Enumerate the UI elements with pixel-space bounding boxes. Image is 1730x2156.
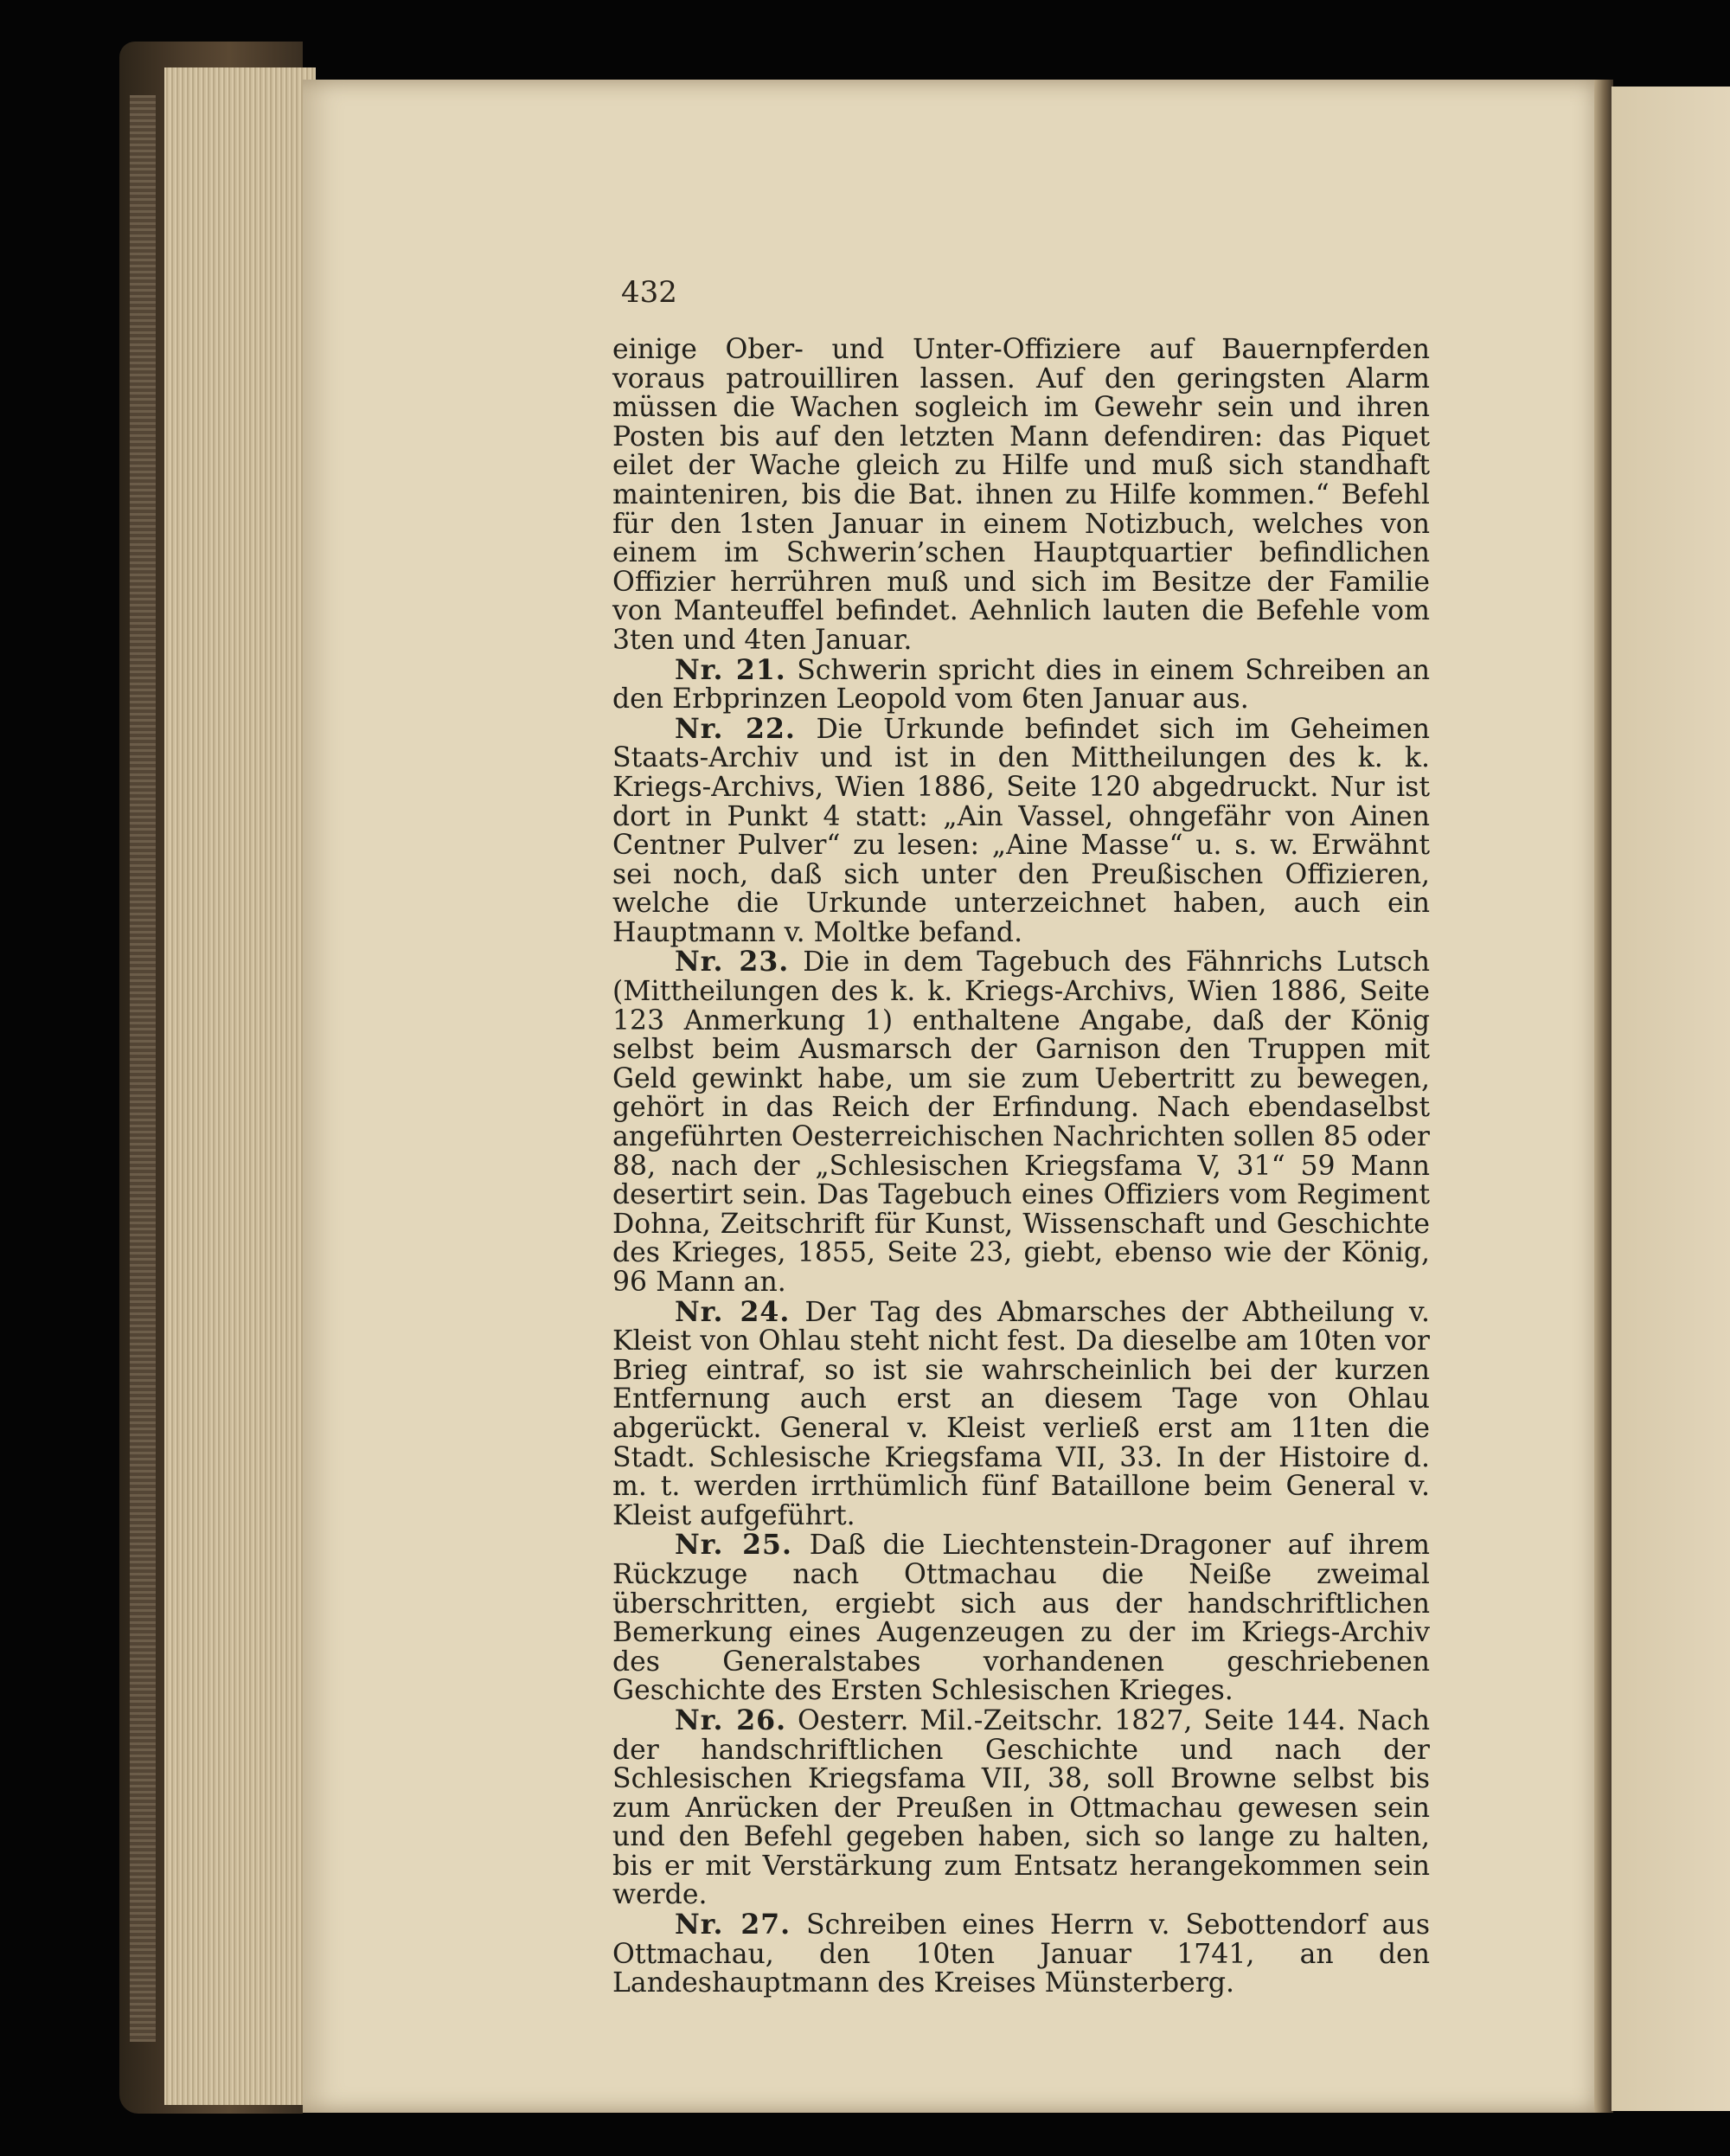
paragraph [612, 336, 1430, 656]
paragraph-text: einige Ober- und Unter-Offiziere auf Bauernpferden voraus patrouilliren lassen. Auf den geringsten Alarm müssen die Wachen sogleich im Gewehr sein und ihren Posten bis auf den letzten Mann defendiren: das Piquet eilet der Wache gleich zu Hilfe und muß sich standhaft mainteniren, bis die Bat. ihnen zu Hilfe kommen.“ Befehl für den 1sten Januar in einem Notizbuch, welches von einem im Schwerin’schen Hauptquartier befindlichen Offizier herrühren muß und sich im Besitze der Familie von Manteuffel befindet. Aehnlich lauten die Befehle vom 3ten und 4ten Januar. [612, 334, 1430, 656]
note-number: Nr. 22. [675, 712, 796, 745]
note-text: Oesterr. Mil.-Zeitschr. 1827, Seite 144. Nach der handschriftlichen Geschichte und nach der Schlesischen Kriegsfama VII, 38, soll Browne selbst bis zum Anrücken der Preußen in Ottmachau gewesen sein und den Befehl gegeben haben, sich so lange zu halten, bis er mit Verstärkung zum Entsatz herangekommen sein werde. [612, 1704, 1431, 1911]
note-text: Schwerin spricht dies in einem Schreiben an den Erbprinzen Leopold vom 6ten Januar aus. [612, 654, 1431, 715]
note-text: Schreiben eines Herrn v. Sebottendorf aus Ottmachau, den 10ten Januar 1741, an den Landeshauptmann des Kreises Münsterberg. [612, 1909, 1430, 1999]
book-gutter [1594, 80, 1613, 2113]
note-paragraph [612, 1910, 1430, 1999]
note-paragraph [612, 947, 1430, 1297]
note-text: Die in dem Tagebuch des Fähnrichs Lutsch (Mittheilungen des k. k. Kriegs-Archivs, Wien 1886, Seite 123 Anmerkung 1) enthaltene Angabe, daß der König selbst beim Ausmarsch der Garnison den Truppen mit Geld gewinkt habe, um sie zum Uebertritt zu bewegen, gehört in das Reich der Erfindung. Nach ebendaselbst angeführten Oesterreichischen Nachrichten sollen 85 oder 88, nach der „Schlesischen Kriegsfama V, 31“ 59 Mann desertirt sein. Das Tagebuch eines Offiziers vom Regiment Dohna, Zeitschrift für Kunst, Wissenschaft und Geschichte des Krieges, 1855, Seite 23, giebt, ebenso wie der König, 96 Mann an. [612, 946, 1430, 1298]
note-paragraph [612, 653, 1431, 715]
note-paragraph [612, 712, 1430, 948]
note-number: Nr. 27. [675, 1909, 791, 1941]
note-paragraph [612, 1706, 1430, 1910]
page-stack [164, 67, 316, 2105]
page-number: 432 [621, 275, 677, 310]
note-number: Nr. 25. [675, 1529, 792, 1562]
note-number: Nr. 21. [675, 653, 786, 686]
note-text: Der Tag des Abmarsches der Abtheilung v. Kleist von Ohlau steht nicht fest. Da dieselbe am 10ten vor Brieg eintraf, so ist sie wahrscheinlich bei der kurzen Entfernung auch erst an diesem Tage von Ohlau abgerückt. General v. Kleist verließ erst am 11ten die Stadt. Schlesische Kriegsfama VII, 33. In der Histoire d. m. t. werden irrthümlich fünf Bataillone beim General v. Kleist aufgeführt. [612, 1296, 1430, 1531]
note-paragraph [612, 1530, 1430, 1706]
facing-page [1611, 87, 1730, 2111]
note-paragraph [612, 1295, 1430, 1531]
note-text: Die Urkunde befindet sich im Geheimen Staats-Archiv und ist in den Mittheilungen des k. k. Kriegs-Archivs, Wien 1886, Seite 120 abgedruckt. Nur ist dort in Punkt 4 statt: „Ain Vassel, ohngefähr von Ainen Centner Pulver“ zu lesen: „Aine Masse“ u. s. w. Erwähnt sei noch, daß sich unter den Preußischen Offizieren, welche die Urkunde unterzeichnet haben, auch ein Hauptmann v. Moltke befand. [612, 713, 1430, 948]
note-number: Nr. 26. [675, 1704, 787, 1736]
cover-edge [130, 95, 156, 2042]
note-number: Nr. 23. [675, 946, 790, 979]
page-body [612, 336, 1430, 1999]
note-number: Nr. 24. [675, 1295, 791, 1328]
note-text: Daß die Liechtenstein-Dragoner auf ihrem Rückzuge nach Ottmachau die Neiße zweimal überschritten, ergiebt sich aus der handschriftlichen Bemerkung eines Augenzeugen zu der im Kriegs-Archiv des Generalstabes vorhandenen geschriebenen Geschichte des Ersten Schlesischen Krieges. [612, 1530, 1431, 1707]
